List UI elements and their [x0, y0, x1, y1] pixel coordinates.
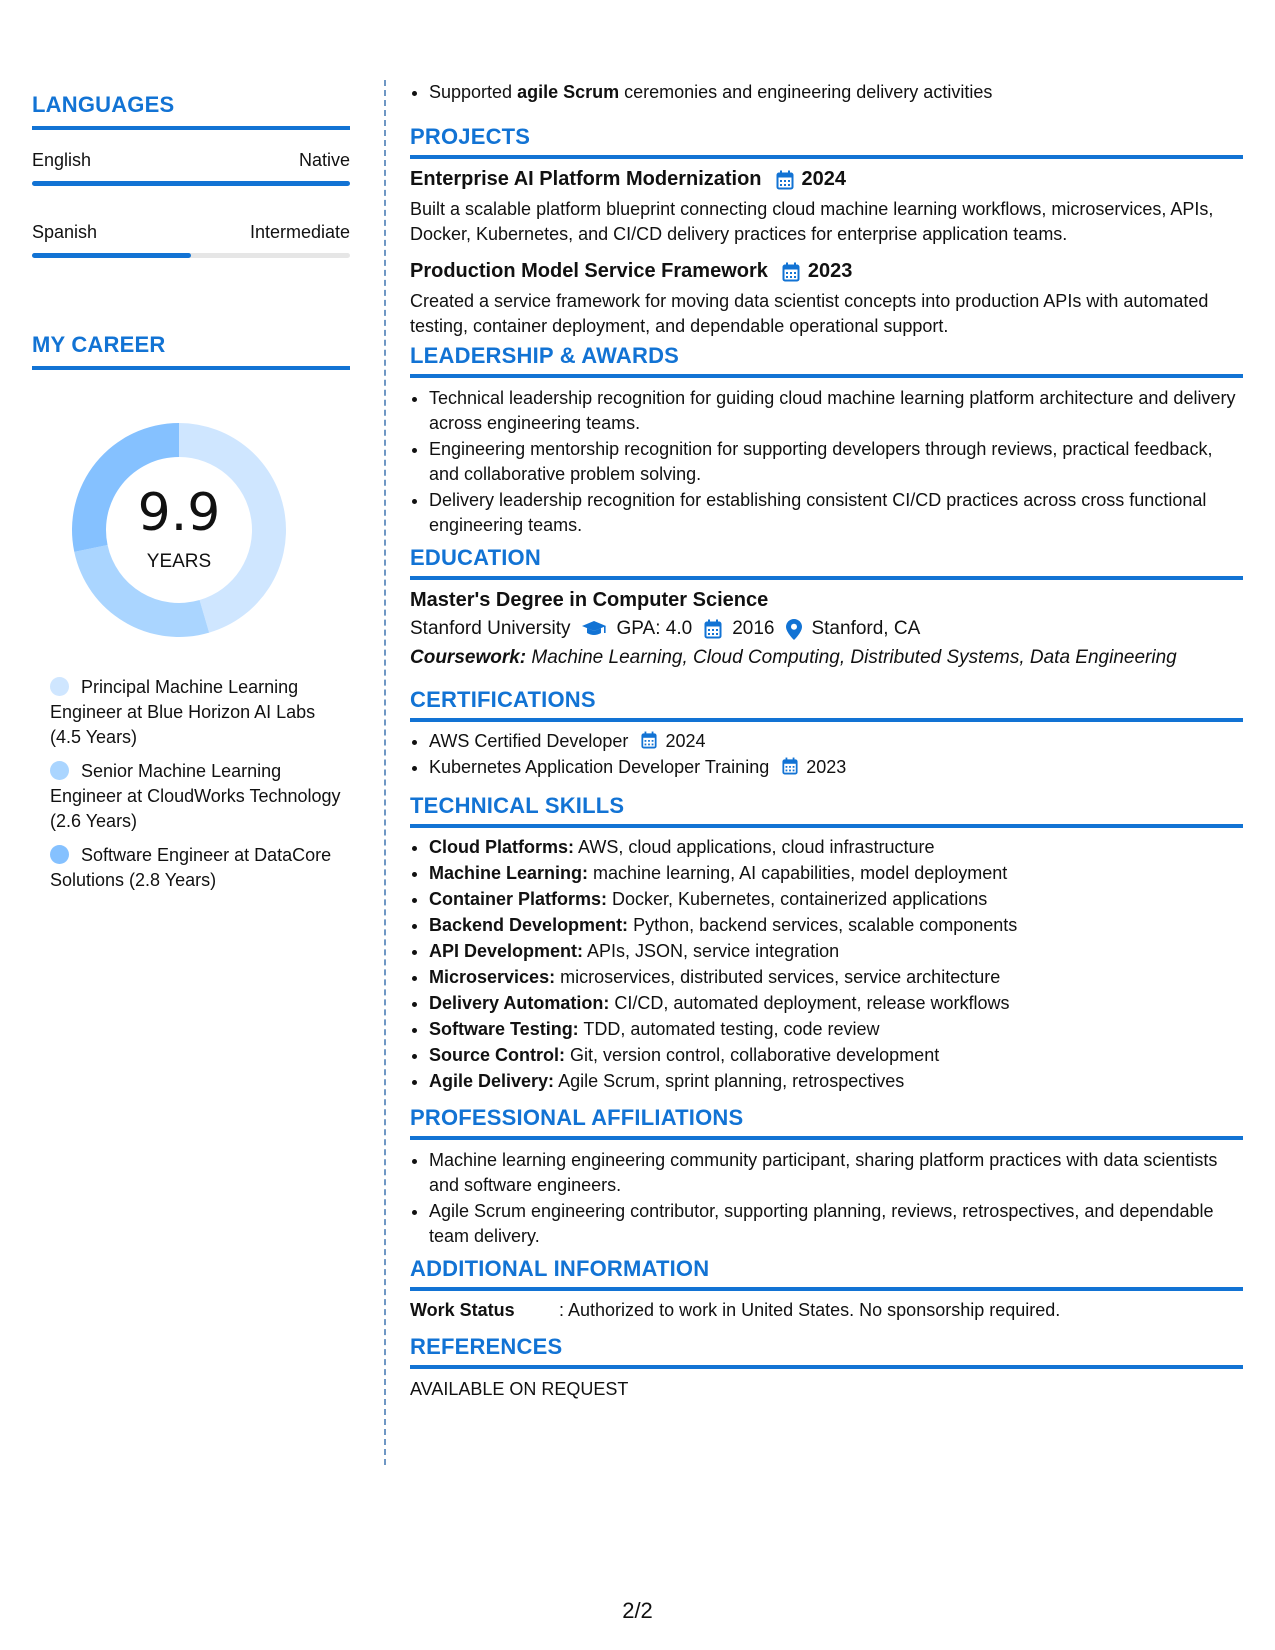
- coursework-label: Coursework:: [410, 647, 527, 668]
- school-location: Stanford, CA: [811, 618, 921, 639]
- list-item: • Backend Development: Python, backend services, scalable components: [429, 913, 1243, 938]
- graduation-cap-icon: [581, 620, 607, 638]
- language-item-english: [32, 150, 350, 186]
- coursework-text: Machine Learning, Cloud Computing, Distributed Systems, Data Engineering: [526, 647, 1177, 668]
- list-item: • Source Control: Git, version control, collaborative development: [429, 1043, 1243, 1068]
- page-number: 2/2: [622, 1598, 653, 1623]
- language-level: Intermediate: [249, 222, 350, 242]
- work-status-value: : Authorized to work in United States. No sponsorship required.: [559, 1300, 1061, 1320]
- language-proficiency-fill: [32, 253, 191, 258]
- column-divider: [384, 80, 386, 1465]
- list-item: • Machine Learning: machine learning, AI capabilities, model deployment: [429, 861, 1243, 886]
- work-status-label: Work Status: [410, 1300, 515, 1320]
- legend-label: Senior Machine Learning Engineer at CloudWorks Technology (2.6 Years): [50, 761, 341, 831]
- legend-dot: [50, 761, 69, 780]
- project-year: 2024: [801, 168, 847, 190]
- project-item: [410, 168, 1243, 247]
- certification-year: 2024: [665, 731, 706, 751]
- skills-list: [410, 835, 1243, 1094]
- education-section: [410, 545, 1243, 669]
- references-heading: REFERENCES: [410, 1334, 1243, 1369]
- career-legend: [50, 675, 350, 902]
- project-description: Built a scalable platform blueprint connecting cloud machine learning workflows, microservices, APIs, Docker, Kubernetes, and CI/CD delivery practices for enterprise application teams.: [410, 199, 1214, 244]
- language-level: Native: [298, 150, 350, 170]
- calendar-icon: [641, 731, 657, 749]
- legend-label: Principal Machine Learning Engineer at Blue Horizon AI Labs (4.5 Years): [50, 677, 316, 747]
- career-heading: MY CAREER: [32, 332, 350, 370]
- list-item: • Engineering mentorship recognition for supporting developers through reviews, practical feedback, and collaborative problem solving.: [429, 437, 1243, 487]
- list-item: • Technical leadership recognition for guiding cloud machine learning platform architecture and delivery across engineering teams.: [429, 386, 1243, 436]
- skills-heading: TECHNICAL SKILLS: [410, 793, 1243, 828]
- calendar-icon: [782, 757, 798, 775]
- certifications-heading: CERTIFICATIONS: [410, 687, 1243, 722]
- education-heading: EDUCATION: [410, 545, 1243, 580]
- references-text: AVAILABLE ON REQUEST: [410, 1379, 629, 1399]
- project-item: [410, 260, 1243, 339]
- list-item: • Agile Delivery: Agile Scrum, sprint planning, retrospectives: [429, 1069, 1243, 1094]
- language-proficiency-bar: [32, 253, 350, 258]
- gpa-text: GPA: 4.0: [616, 618, 693, 639]
- list-item: • Microservices: microservices, distributed services, service architecture: [429, 965, 1243, 990]
- projects-section: [410, 124, 1243, 339]
- list-item: [429, 755, 1243, 780]
- references-section: [410, 1334, 1243, 1400]
- additional-info-section: [410, 1256, 1243, 1321]
- certifications-section: [410, 687, 1243, 781]
- leadership-heading: LEADERSHIP & AWARDS: [410, 343, 1243, 378]
- career-section: [32, 332, 350, 370]
- languages-heading: LANGUAGES: [32, 92, 350, 130]
- career-total-unit: YEARS: [146, 551, 212, 572]
- calendar-icon: [704, 619, 722, 639]
- project-name: Production Model Service Framework: [410, 260, 768, 282]
- list-item: • Supported agile Scrum ceremonies and engineering delivery activities: [429, 80, 1262, 105]
- language-proficiency-fill: [32, 181, 350, 186]
- education-details: [410, 618, 1243, 640]
- skills-section: [410, 793, 1243, 1095]
- list-item: • Agile Scrum engineering contributor, supporting planning, reviews, retrospectives, and dependable team delivery.: [429, 1199, 1243, 1249]
- affiliations-section: [410, 1105, 1243, 1250]
- calendar-icon: [782, 262, 800, 282]
- legend-dot: [50, 677, 69, 696]
- career-legend-item: [50, 675, 350, 750]
- career-total-years: 9.9: [137, 483, 221, 543]
- list-item: • Machine learning engineering community participant, sharing platform practices with data scientists and software engineers.: [429, 1148, 1243, 1198]
- language-name: English: [32, 150, 92, 170]
- list-item: • Container Platforms: Docker, Kubernetes, containerized applications: [429, 887, 1243, 912]
- certification-year: 2023: [806, 757, 847, 777]
- legend-label: Software Engineer at DataCore Solutions (2.8 Years): [50, 845, 332, 890]
- affiliations-heading: PROFESSIONAL AFFILIATIONS: [410, 1105, 1243, 1140]
- career-legend-item: [50, 843, 350, 893]
- graduation-year: 2016: [732, 618, 775, 639]
- list-item: • Cloud Platforms: AWS, cloud applications, cloud infrastructure: [429, 835, 1243, 860]
- certification-name: AWS Certified Developer: [429, 731, 629, 751]
- legend-dot: [50, 845, 69, 864]
- language-proficiency-bar: [32, 181, 350, 186]
- certification-name: Kubernetes Application Developer Training: [429, 757, 770, 777]
- project-name: Enterprise AI Platform Modernization: [410, 168, 762, 190]
- list-item: • Delivery leadership recognition for establishing consistent CI/CD practices across cross functional engineering teams.: [429, 488, 1243, 538]
- experience-tail-list: [410, 80, 1262, 106]
- project-year: 2023: [807, 260, 853, 282]
- leadership-section: [410, 343, 1243, 539]
- language-item-spanish: [32, 222, 350, 258]
- languages-section: [32, 92, 350, 258]
- list-item: • Delivery Automation: CI/CD, automated deployment, release workflows: [429, 991, 1243, 1016]
- school-name: Stanford University: [410, 618, 571, 639]
- career-legend-item: [50, 759, 350, 834]
- degree-title: Master's Degree in Computer Science: [410, 589, 769, 611]
- list-item: • API Development: APIs, JSON, service integration: [429, 939, 1243, 964]
- work-status-row: [410, 1300, 1243, 1321]
- language-name: Spanish: [32, 222, 98, 242]
- project-description: Created a service framework for moving data scientist concepts into production APIs with automated testing, container deployment, and dependable operational support.: [410, 291, 1209, 336]
- additional-info-heading: ADDITIONAL INFORMATION: [410, 1256, 1243, 1291]
- career-donut-chart: [66, 417, 292, 643]
- coursework-line: [410, 647, 1243, 669]
- leadership-list: [410, 386, 1243, 538]
- location-pin-icon: [786, 619, 802, 640]
- certifications-list: [410, 729, 1243, 780]
- list-item: [429, 729, 1243, 754]
- list-item: • Software Testing: TDD, automated testing, code review: [429, 1017, 1243, 1042]
- calendar-icon: [776, 170, 794, 190]
- affiliations-list: [410, 1148, 1243, 1249]
- projects-heading: PROJECTS: [410, 124, 1243, 159]
